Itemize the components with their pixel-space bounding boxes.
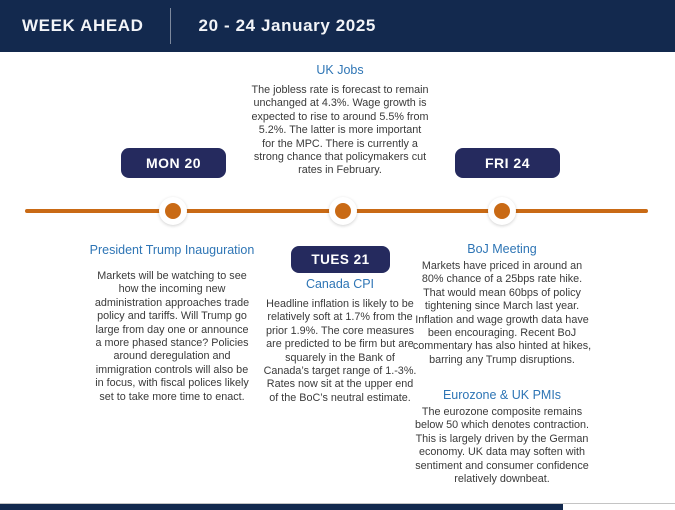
header-bar xyxy=(0,0,675,52)
event-title-trump-inauguration: President Trump Inauguration xyxy=(89,243,255,257)
timeline-dot-tues-marker xyxy=(335,203,351,219)
event-body-uk-jobs: The jobless rate is forecast to remain unchanged at 4.3%. Wage growth is expected to rise to around 5.5% from 5.2%. The latter is more important for the MPC. There is currently a strong chance that policymakers cut rates in February. xyxy=(251,84,429,177)
header-divider xyxy=(170,8,171,44)
badge-tues-21-label: TUES 21 xyxy=(311,252,370,267)
event-eurozone-uk-pmis xyxy=(408,388,596,486)
event-body-eurozone-uk-pmis: The eurozone composite remains below 50 which denotes contraction. This is largely driven by the German economy. UK data may soften with sentiment and consumer confidence relatively downbeat. xyxy=(414,406,590,486)
timeline-dot-mon xyxy=(159,197,187,225)
badge-fri-24 xyxy=(455,148,560,178)
timeline-dot-tues xyxy=(329,197,357,225)
event-boj-meeting xyxy=(408,242,596,367)
badge-mon-20 xyxy=(121,148,226,178)
event-title-boj-meeting: BoJ Meeting xyxy=(467,242,537,256)
footer-bar xyxy=(0,504,563,510)
event-trump-inauguration xyxy=(78,243,266,404)
date-range: 20 - 24 January 2025 xyxy=(198,16,376,35)
event-uk-jobs xyxy=(248,63,432,178)
event-body-canada-cpi: Headline inflation is likely to be relatively soft at 1.7% from the prior 1.9%. The core measures are predicted to be firm but are squarely in the Bank of Canada’s target range of 1.-3%. Rates now sit at the upper end of the BoC’s neutral estimate. xyxy=(263,298,417,404)
event-body-boj-meeting: Markets have priced in around an 80% chance of a 25bps rate hike. That would mean 60bps of policy tightening since March last year. Inflation and wage growth data have been encouraging. Recent BoJ commentary has also hinted at hikes, barring any Trump disruptions. xyxy=(412,260,592,366)
badge-mon-20-label: MON 20 xyxy=(145,155,202,171)
event-title-eurozone-uk-pmis: Eurozone & UK PMIs xyxy=(442,388,562,402)
badge-fri-24-label: FRI 24 xyxy=(484,155,530,171)
timeline-dot-fri xyxy=(488,197,516,225)
event-title-canada-cpi: Canada CPI xyxy=(305,277,375,291)
timeline-dot-mon-marker xyxy=(165,203,181,219)
event-canada-cpi xyxy=(252,277,428,405)
event-body-trump-inauguration: Markets will be watching to see how the incoming new administration approaches trade policy and tariffs. Will Trump go large from day one or announce a more phased stance? Policies around deregulation and immigration controls will also be in focus, with fiscal polices likely set to take more time to enact. xyxy=(94,270,250,403)
timeline-dot-fri-marker xyxy=(494,203,510,219)
badge-tues-21 xyxy=(291,246,390,273)
page-title: WEEK AHEAD xyxy=(22,16,144,35)
event-title-uk-jobs: UK Jobs xyxy=(316,63,364,77)
